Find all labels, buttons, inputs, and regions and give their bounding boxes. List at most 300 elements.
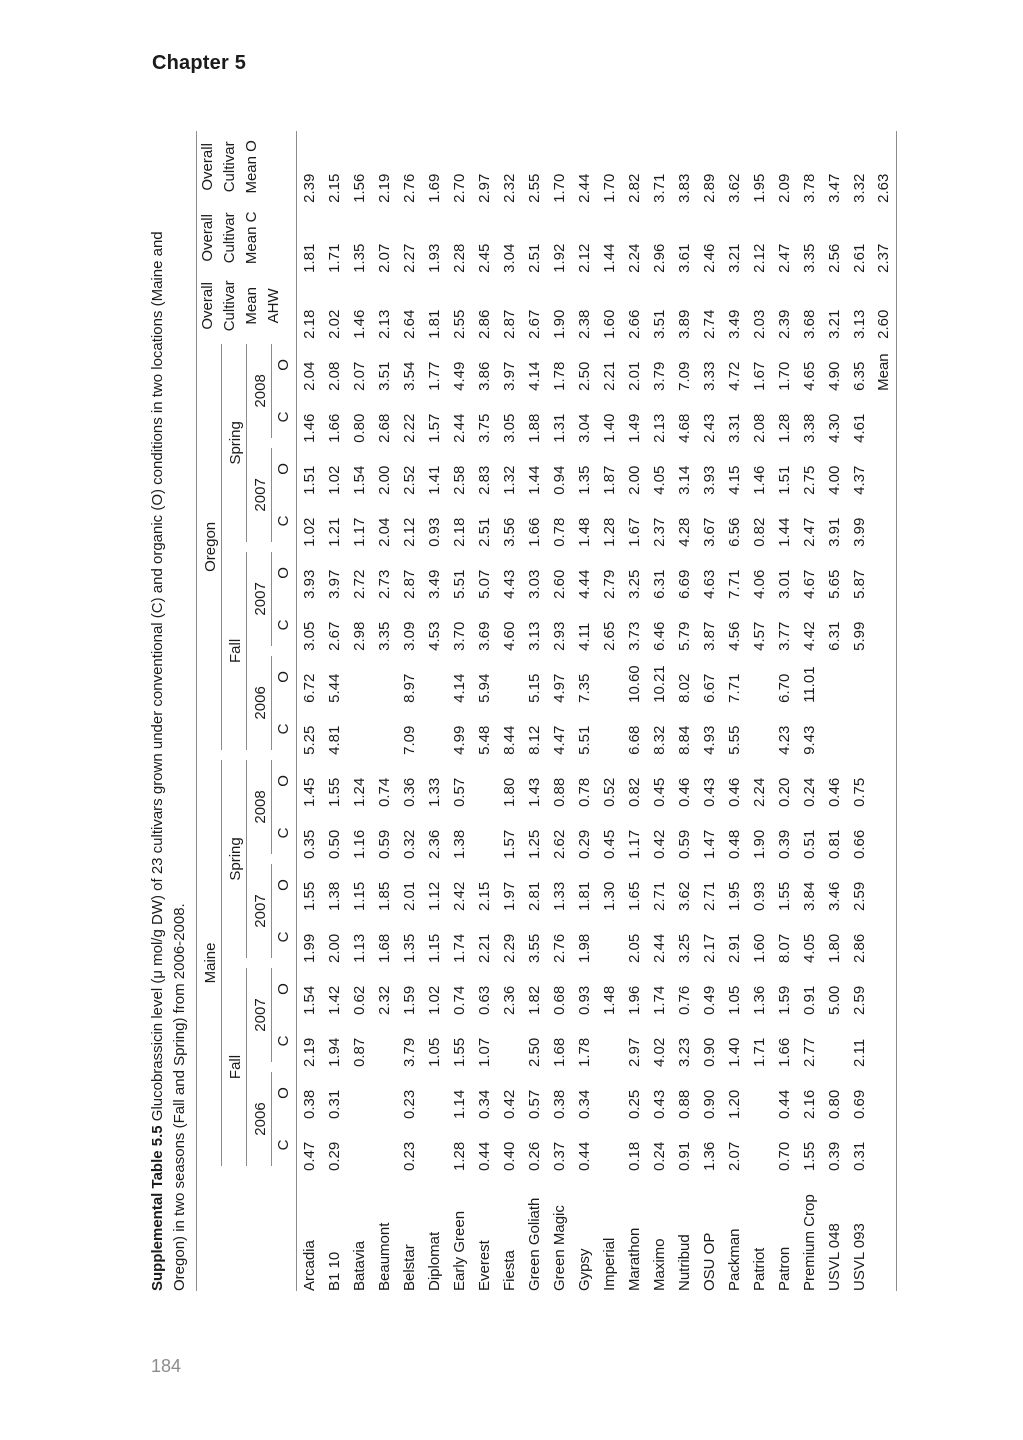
- value-cell: 10.21: [650, 665, 668, 703]
- value-cell: 2.59: [850, 985, 868, 1015]
- overall-mean-cell: 1.93: [425, 243, 443, 273]
- condition-header-o: O: [272, 859, 297, 911]
- value-cell: 3.49: [425, 569, 443, 599]
- overall-mean-cell: 1.60: [600, 309, 618, 339]
- overall-mean-cell: 2.61: [850, 243, 868, 273]
- year-header: [247, 963, 272, 1067]
- overall-mean-cell: 2.89: [700, 173, 718, 203]
- value-cell: 4.99: [450, 725, 468, 755]
- year-header: [247, 443, 272, 547]
- overall-mean-cell: 3.68: [800, 309, 818, 339]
- overall-mean-cell: 2.70: [450, 173, 468, 203]
- cultivar-name: Premium Crop: [800, 1194, 818, 1291]
- value-cell: 2.36: [500, 985, 518, 1015]
- year-header: [247, 339, 272, 443]
- value-cell: 2.05: [625, 933, 643, 963]
- value-cell: 1.45: [300, 777, 318, 807]
- value-cell: 1.28: [600, 517, 618, 547]
- cultivar-name: Nutribud: [675, 1234, 693, 1291]
- overall-mean-cell: 2.12: [575, 243, 593, 273]
- value-cell: 0.78: [550, 517, 568, 547]
- condition-header-o: O: [272, 755, 297, 807]
- value-cell: 0.78: [575, 777, 593, 807]
- overall-mean-cell: 3.83: [675, 173, 693, 203]
- value-cell: [872, 599, 897, 651]
- value-cell: [872, 651, 897, 703]
- condition-header-o: O: [272, 339, 297, 391]
- overall-mean-cell: 2.32: [500, 173, 518, 203]
- value-cell: 1.80: [825, 933, 843, 963]
- value-cell: 4.90: [825, 361, 843, 391]
- chapter-heading: Chapter 5: [152, 52, 247, 74]
- value-cell: 2.73: [375, 569, 393, 599]
- value-cell: 1.38: [325, 881, 343, 911]
- value-cell: 1.66: [325, 413, 343, 443]
- value-cell: 3.70: [450, 621, 468, 651]
- year-label: 2006: [252, 656, 272, 750]
- value-cell: [597, 1015, 622, 1067]
- value-cell: 3.99: [850, 517, 868, 547]
- value-cell: 3.73: [625, 621, 643, 651]
- value-cell: 7.09: [675, 361, 693, 391]
- name-column-header: [197, 1171, 297, 1291]
- value-cell: [472, 807, 497, 859]
- value-cell: [597, 1119, 622, 1171]
- table-row: [672, 131, 697, 1291]
- value-cell: 6.46: [650, 621, 668, 651]
- value-cell: 0.31: [850, 1141, 868, 1171]
- overall-mean-cell: 2.39: [775, 309, 793, 339]
- overall-mean-cell: 3.61: [675, 243, 693, 273]
- value-cell: 0.23: [400, 1141, 418, 1171]
- caption-line-1-text: Glucobrassicin level (μ mol/g DW) of 23 cultivars grown under conventional (C) and organic (O) conditions in two locations (Maine and: [149, 231, 166, 1126]
- value-cell: 2.12: [400, 517, 418, 547]
- value-cell: 1.46: [750, 465, 768, 495]
- value-cell: 0.51: [800, 829, 818, 859]
- overall-mean-cell: 3.13: [850, 309, 868, 339]
- value-cell: 2.50: [575, 361, 593, 391]
- table-row: [797, 131, 822, 1291]
- value-cell: 5.25: [300, 725, 318, 755]
- value-cell: 0.39: [775, 829, 793, 859]
- value-cell: 1.67: [750, 361, 768, 391]
- value-cell: 1.55: [325, 777, 343, 807]
- value-cell: 1.60: [750, 933, 768, 963]
- value-cell: 5.51: [575, 725, 593, 755]
- location-label: Maine: [202, 760, 222, 1166]
- condition-header-c: C: [272, 1015, 297, 1067]
- value-cell: 0.93: [750, 881, 768, 911]
- table-row: [572, 131, 597, 1291]
- value-cell: 0.42: [650, 829, 668, 859]
- value-cell: 1.05: [425, 1037, 443, 1067]
- value-cell: 6.56: [725, 517, 743, 547]
- value-cell: 1.51: [775, 465, 793, 495]
- year-header: [247, 651, 272, 755]
- overall-mean-cell: 2.28: [450, 243, 468, 273]
- year-header: [247, 755, 272, 859]
- season-label: Fall: [227, 968, 247, 1166]
- value-cell: 1.67: [625, 517, 643, 547]
- value-cell: 2.76: [550, 933, 568, 963]
- table-row: [697, 131, 722, 1291]
- value-cell: 1.80: [500, 777, 518, 807]
- value-cell: 0.69: [850, 1089, 868, 1119]
- value-cell: 3.55: [525, 933, 543, 963]
- table-row: [747, 131, 772, 1291]
- value-cell: 1.55: [800, 1141, 818, 1171]
- overall-mean-cell: 2.07: [375, 243, 393, 273]
- value-cell: 3.91: [825, 517, 843, 547]
- value-cell: 0.63: [475, 985, 493, 1015]
- year-label: 2007: [252, 448, 272, 542]
- value-cell: [872, 859, 897, 911]
- value-cell: [347, 1067, 372, 1119]
- value-cell: 1.42: [325, 985, 343, 1015]
- value-cell: [497, 1015, 522, 1067]
- overall-mean-cell: 2.66: [625, 309, 643, 339]
- value-cell: 4.37: [850, 465, 868, 495]
- value-cell: 3.67: [700, 517, 718, 547]
- value-cell: 4.30: [825, 413, 843, 443]
- location-label: Oregon: [202, 344, 222, 750]
- overall-mean-cell: 1.90: [550, 309, 568, 339]
- value-cell: 1.40: [600, 413, 618, 443]
- value-cell: 2.21: [475, 933, 493, 963]
- value-cell: 7.71: [725, 569, 743, 599]
- value-cell: 1.15: [425, 933, 443, 963]
- overall-mean-cell: 1.92: [550, 243, 568, 273]
- mean-row-label: Mean: [872, 339, 897, 391]
- value-cell: 6.67: [700, 673, 718, 703]
- value-cell: 1.05: [725, 985, 743, 1015]
- value-cell: 2.58: [450, 465, 468, 495]
- value-cell: 0.90: [700, 1037, 718, 1067]
- value-cell: 4.42: [800, 621, 818, 651]
- value-cell: 0.74: [375, 777, 393, 807]
- overall-mean-cell: 2.39: [300, 173, 318, 203]
- value-cell: 6.69: [675, 569, 693, 599]
- value-cell: [822, 1015, 847, 1067]
- value-cell: 1.44: [775, 517, 793, 547]
- value-cell: 9.43: [800, 725, 818, 755]
- value-cell: 2.07: [725, 1141, 743, 1171]
- value-cell: 2.97: [625, 1037, 643, 1067]
- value-cell: 0.24: [800, 777, 818, 807]
- value-cell: 1.40: [725, 1037, 743, 1067]
- overall-mean-cell: 1.70: [550, 173, 568, 203]
- value-cell: 2.71: [650, 881, 668, 911]
- value-cell: 4.06: [750, 569, 768, 599]
- value-cell: 1.87: [600, 465, 618, 495]
- overall-mean-cell: 1.46: [350, 309, 368, 339]
- value-cell: [597, 703, 622, 755]
- value-cell: 1.47: [700, 829, 718, 859]
- value-cell: 4.15: [725, 465, 743, 495]
- cultivar-name: Green Goliath: [525, 1197, 543, 1291]
- value-cell: 0.45: [600, 829, 618, 859]
- value-cell: [372, 703, 397, 755]
- value-cell: 0.36: [400, 777, 418, 807]
- value-cell: 1.16: [350, 829, 368, 859]
- value-cell: [822, 651, 847, 703]
- season-label: Spring: [227, 344, 247, 542]
- value-cell: 0.57: [525, 1089, 543, 1119]
- value-cell: 4.57: [750, 621, 768, 651]
- value-cell: 0.48: [725, 829, 743, 859]
- value-cell: 0.47: [300, 1141, 318, 1171]
- value-cell: 2.87: [400, 569, 418, 599]
- value-cell: 1.15: [350, 881, 368, 911]
- value-cell: 0.91: [800, 985, 818, 1015]
- overall-mean-cell: 1.44: [600, 243, 618, 273]
- overall-mean-cell: 1.95: [750, 173, 768, 203]
- value-cell: 3.13: [525, 621, 543, 651]
- value-cell: 3.46: [825, 881, 843, 911]
- value-cell: 0.80: [825, 1089, 843, 1119]
- overall-mean-cell: 3.89: [675, 309, 693, 339]
- value-cell: 2.17: [700, 933, 718, 963]
- overall-mean-cell: 3.04: [500, 243, 518, 273]
- value-cell: 2.22: [400, 413, 418, 443]
- value-cell: 1.02: [425, 985, 443, 1015]
- value-cell: 0.44: [475, 1141, 493, 1171]
- overall-mean-header-0: Overall Cultivar Mean AHW: [197, 273, 297, 339]
- value-cell: 1.94: [325, 1037, 343, 1067]
- value-cell: 3.25: [675, 933, 693, 963]
- table-row: [722, 131, 747, 1291]
- overall-mean-cell: 2.18: [300, 309, 318, 339]
- value-cell: 5.94: [475, 673, 493, 703]
- value-cell: 3.93: [300, 569, 318, 599]
- value-cell: 2.47: [800, 517, 818, 547]
- value-cell: 1.33: [425, 777, 443, 807]
- header-row-locations: [197, 131, 222, 1291]
- value-cell: 2.77: [800, 1037, 818, 1067]
- value-cell: 0.46: [725, 777, 743, 807]
- table-row: [772, 131, 797, 1291]
- value-cell: 0.94: [550, 465, 568, 495]
- value-cell: 0.88: [550, 777, 568, 807]
- value-cell: 4.72: [725, 361, 743, 391]
- value-cell: 4.14: [450, 673, 468, 703]
- value-cell: 2.18: [450, 517, 468, 547]
- value-cell: 1.97: [500, 881, 518, 911]
- value-cell: 1.02: [325, 465, 343, 495]
- value-cell: [347, 703, 372, 755]
- value-cell: 2.37: [650, 517, 668, 547]
- value-cell: [747, 1119, 772, 1171]
- value-cell: 8.02: [675, 673, 693, 703]
- overall-mean-cell: 1.56: [350, 173, 368, 203]
- value-cell: 3.05: [300, 621, 318, 651]
- value-cell: 1.31: [550, 413, 568, 443]
- value-cell: 0.81: [825, 829, 843, 859]
- value-cell: 1.12: [425, 881, 443, 911]
- value-cell: 0.43: [650, 1089, 668, 1119]
- year-header: [247, 859, 272, 963]
- overall-mean-cell: 2.87: [500, 309, 518, 339]
- value-cell: 3.75: [475, 413, 493, 443]
- value-cell: 3.35: [375, 621, 393, 651]
- value-cell: [872, 703, 897, 755]
- overall-mean-cell: 2.67: [525, 309, 543, 339]
- value-cell: 0.44: [575, 1141, 593, 1171]
- value-cell: 1.55: [450, 1037, 468, 1067]
- overall-mean-cell: 2.15: [325, 173, 343, 203]
- value-cell: 2.36: [425, 829, 443, 859]
- value-cell: 2.79: [600, 569, 618, 599]
- value-cell: 1.48: [575, 517, 593, 547]
- overall-mean-cell: 2.47: [775, 243, 793, 273]
- value-cell: [422, 1067, 447, 1119]
- table-row: [372, 131, 397, 1291]
- cultivar-name: OSU OP: [700, 1232, 718, 1291]
- value-cell: 2.86: [850, 933, 868, 963]
- location-header-oregon: [197, 339, 222, 755]
- overall-mean-cell: 2.96: [650, 243, 668, 273]
- value-cell: 1.35: [575, 465, 593, 495]
- value-cell: [372, 1119, 397, 1171]
- overall-mean-cell: 2.27: [400, 243, 418, 273]
- value-cell: 2.00: [325, 933, 343, 963]
- cultivar-name: Everest: [475, 1240, 493, 1291]
- cultivar-name: Gypsy: [575, 1248, 593, 1291]
- value-cell: 1.95: [725, 881, 743, 911]
- value-cell: 0.87: [350, 1037, 368, 1067]
- value-cell: 4.28: [675, 517, 693, 547]
- overall-mean-cell: 2.86: [475, 309, 493, 339]
- overall-mean-cell: 3.47: [825, 173, 843, 203]
- value-cell: 0.76: [675, 985, 693, 1015]
- value-cell: 3.69: [475, 621, 493, 651]
- value-cell: 1.78: [550, 361, 568, 391]
- value-cell: [822, 703, 847, 755]
- table-row: [647, 131, 672, 1291]
- value-cell: 5.55: [725, 725, 743, 755]
- cultivar-name: Marathon: [625, 1227, 643, 1291]
- value-cell: 1.70: [775, 361, 793, 391]
- value-cell: 1.28: [450, 1141, 468, 1171]
- value-cell: 2.15: [475, 881, 493, 911]
- overall-mean-cell: 2.03: [750, 309, 768, 339]
- value-cell: 2.01: [400, 881, 418, 911]
- cultivar-name: Batavia: [350, 1240, 368, 1291]
- value-cell: 5.65: [825, 569, 843, 599]
- season-header-fall: [222, 963, 247, 1171]
- value-cell: [422, 651, 447, 703]
- value-cell: 0.24: [650, 1141, 668, 1171]
- value-cell: [472, 755, 497, 807]
- value-cell: 4.23: [775, 725, 793, 755]
- value-cell: 3.23: [675, 1037, 693, 1067]
- overall-mean-cell: 2.24: [625, 243, 643, 273]
- overall-mean-cell: 2.55: [525, 173, 543, 203]
- value-cell: 2.51: [475, 517, 493, 547]
- condition-header-c: C: [272, 911, 297, 963]
- value-cell: 5.48: [475, 725, 493, 755]
- value-cell: 1.21: [325, 517, 343, 547]
- value-cell: 4.65: [800, 361, 818, 391]
- mean-row-name-cell: [872, 1171, 897, 1291]
- value-cell: 1.88: [525, 413, 543, 443]
- value-cell: 6.68: [625, 725, 643, 755]
- value-cell: 2.24: [750, 777, 768, 807]
- value-cell: 0.34: [475, 1089, 493, 1119]
- value-cell: [872, 547, 897, 599]
- value-cell: 1.25: [525, 829, 543, 859]
- table-row: [522, 131, 547, 1291]
- value-cell: 0.38: [550, 1089, 568, 1119]
- value-cell: 1.65: [625, 881, 643, 911]
- value-cell: 2.75: [800, 465, 818, 495]
- value-cell: 1.74: [450, 933, 468, 963]
- value-cell: 3.03: [525, 569, 543, 599]
- value-cell: 1.41: [425, 465, 443, 495]
- condition-header-c: C: [272, 703, 297, 755]
- value-cell: 4.05: [650, 465, 668, 495]
- value-cell: 0.46: [825, 777, 843, 807]
- value-cell: [872, 807, 897, 859]
- condition-header-c: C: [272, 1119, 297, 1171]
- year-label: 2008: [252, 760, 272, 854]
- value-cell: 4.81: [325, 725, 343, 755]
- rotated-table-block: [147, 129, 917, 1291]
- value-cell: 0.82: [625, 777, 643, 807]
- value-cell: 0.59: [375, 829, 393, 859]
- value-cell: 2.44: [450, 413, 468, 443]
- value-cell: 0.35: [300, 829, 318, 859]
- overall-mean-cell: 3.49: [725, 309, 743, 339]
- cultivar-name: B1 10: [325, 1251, 343, 1291]
- value-cell: 2.08: [325, 361, 343, 391]
- value-cell: 0.23: [400, 1089, 418, 1119]
- value-cell: 3.97: [325, 569, 343, 599]
- table-row: [397, 131, 422, 1291]
- value-cell: 1.43: [525, 777, 543, 807]
- value-cell: 1.36: [700, 1141, 718, 1171]
- caption-table-label: Supplemental Table 5.5: [149, 1125, 166, 1291]
- value-cell: 10.60: [625, 665, 643, 703]
- value-cell: 4.97: [550, 673, 568, 703]
- value-cell: 8.32: [650, 725, 668, 755]
- cultivar-name: Belstar: [400, 1244, 418, 1291]
- value-cell: 2.42: [450, 881, 468, 911]
- value-cell: [872, 1015, 897, 1067]
- table-row: [422, 131, 447, 1291]
- overall-mean-cell: 2.45: [475, 243, 493, 273]
- value-cell: 0.26: [525, 1141, 543, 1171]
- value-cell: 4.60: [500, 621, 518, 651]
- overall-mean-cell: 2.56: [825, 243, 843, 273]
- value-cell: 2.81: [525, 881, 543, 911]
- condition-header-o: O: [272, 443, 297, 495]
- table-row: [597, 131, 622, 1291]
- value-cell: 1.57: [500, 829, 518, 859]
- season-label: Fall: [227, 552, 247, 750]
- value-cell: 1.49: [625, 413, 643, 443]
- overall-mean-header-1: Overall Cultivar Mean C: [197, 203, 297, 273]
- value-cell: 2.08: [750, 413, 768, 443]
- cultivar-name: Diplomat: [425, 1231, 443, 1291]
- cultivar-name: Fiesta: [500, 1250, 518, 1291]
- value-cell: 3.62: [675, 881, 693, 911]
- value-cell: 0.50: [325, 829, 343, 859]
- value-cell: 2.93: [550, 621, 568, 651]
- caption-line-2: Oregon) in two seasons (Fall and Spring) from 2006-2008.: [170, 903, 188, 1291]
- value-cell: [872, 443, 897, 495]
- value-cell: 1.85: [375, 881, 393, 911]
